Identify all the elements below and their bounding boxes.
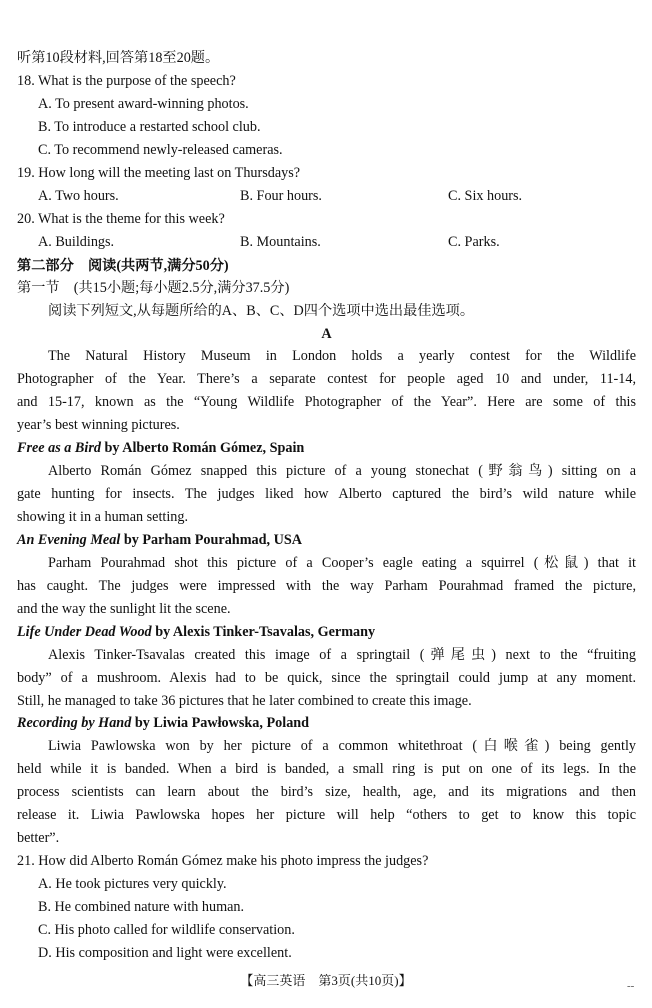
question-18-option-a: A. To present award-winning photos. — [38, 96, 249, 112]
entry-1-title: Free as a Bird — [17, 440, 101, 456]
question-21-option-b: B. He combined nature with human. — [38, 899, 245, 915]
entry-2-line-3: and the way the sunlight lit the scene. — [17, 601, 231, 617]
question-20-option-c: C. Parks. — [448, 234, 500, 250]
question-21-option-d: D. His composition and light were excellent. — [38, 945, 292, 961]
question-21-option-c: C. His photo called for wildlife conservation. — [38, 922, 295, 938]
entry-4-line-5: better”. — [17, 830, 60, 846]
entry-3-heading — [17, 622, 375, 642]
section-one-title: 第一节 (共15小题;每小题2.5分,满分37.5分) — [17, 280, 290, 296]
intro-line-1: The Natural History Museum in London holds a yearly contest for the Wildlife — [48, 348, 636, 364]
question-19-option-b: B. Four hours. — [240, 188, 322, 204]
entry-4-line-3: process scientists can learn about the bird’s size, health, age, and its migrations and then — [17, 784, 636, 800]
entry-3-byline: by Alexis Tinker-Tsavalas, Germany — [151, 624, 376, 640]
question-18-option-b: B. To introduce a restarted school club. — [38, 119, 261, 135]
entry-3-title: Life Under Dead Wood — [17, 624, 152, 640]
question-19-option-a: A. Two hours. — [38, 188, 119, 204]
intro-line-3: and 15-17, known as the “Young Wildlife Photographer of the Year”. Here are some of this — [17, 394, 636, 410]
entry-3-line-3: Still, he managed to take 36 pictures that he later combined to create this image. — [17, 693, 472, 709]
entry-4-title: Recording by Hand — [17, 715, 132, 731]
part-two-title: 第二部分 阅读(共两节,满分50分) — [17, 258, 229, 274]
entry-2-line-1: Parham Pourahmad shot this picture of a Cooper’s eagle eating a squirrel (松鼠) that it — [48, 555, 636, 571]
entry-3-line-2: body” of a mushroom. Alexis had to be quick, since the springtail could jump at any moment. — [17, 670, 636, 686]
intro-line-4: year’s best winning pictures. — [17, 417, 180, 433]
question-21-option-a: A. He took pictures very quickly. — [38, 876, 227, 892]
entry-4-line-2: held while it is banded. When a bird is banded, a small ring is put on one of its legs. In the — [17, 761, 636, 777]
entry-4-byline: by Liwia Pawłowska, Poland — [131, 715, 310, 731]
question-18-stem: 18. What is the purpose of the speech? — [17, 73, 236, 89]
entry-2-byline: by Parham Pourahmad, USA — [120, 532, 302, 548]
entry-2-line-2: has caught. The judges were impressed with the way Parham Pourahmad framed the picture, — [17, 578, 636, 594]
intro-line-2: Photographer of the Year. There’s a separate contest for people aged 10 and under, 11-14, — [17, 371, 636, 387]
entry-1-byline: by Alberto Román Gómez, Spain — [100, 440, 305, 456]
entry-3-line-1: Alexis Tinker-Tsavalas created this image of a springtail (弹尾虫) next to the “fruiting — [48, 647, 636, 663]
entry-4-line-1: Liwia Pawlowska won by her picture of a common whitethroat (白喉雀) being gently — [48, 738, 636, 754]
entry-2-heading — [17, 530, 302, 550]
passage-letter: A — [321, 326, 332, 342]
question-18-option-c: C. To recommend newly-released cameras. — [38, 142, 283, 158]
page-footer: 【高三英语 第3页(共10页)】 — [240, 973, 412, 988]
entry-1-line-2: gate hunting for insects. The judges liked how Alberto captured the bird’s wild nature while — [17, 486, 636, 502]
listening-instruction: 听第10段材料,回答第18至20题。 — [17, 50, 220, 66]
section-one-instruction: 阅读下列短文,从每题所给的A、B、C、D四个选项中选出最佳选项。 — [48, 303, 475, 319]
entry-4-line-4: release it. Liwia Pawlowska hopes her picture will help “others to get to know this topic — [17, 807, 636, 823]
question-19-option-c: C. Six hours. — [448, 188, 523, 204]
entry-1-line-3: showing it in a human setting. — [17, 509, 189, 525]
entry-1-heading — [17, 438, 304, 458]
question-20-option-a: A. Buildings. — [38, 234, 115, 250]
corner-mark: -- — [627, 980, 635, 992]
entry-2-title: An Evening Meal — [17, 532, 121, 548]
question-20-option-b: B. Mountains. — [240, 234, 321, 250]
question-19-stem: 19. How long will the meeting last on Thursdays? — [17, 165, 301, 181]
question-20-stem: 20. What is the theme for this week? — [17, 211, 225, 227]
entry-1-line-1: Alberto Román Gómez snapped this picture of a young stonechat (野翁鸟) sitting on a — [48, 463, 636, 479]
question-21-stem: 21. How did Alberto Román Gómez make his photo impress the judges? — [17, 853, 429, 869]
entry-4-heading — [17, 713, 309, 733]
